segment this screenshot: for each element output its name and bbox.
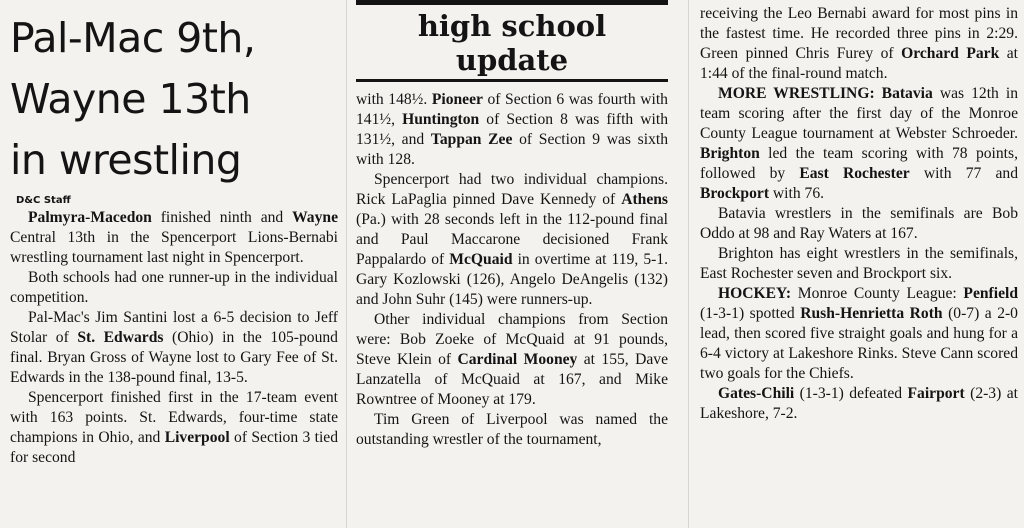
bold-text: Fairport bbox=[907, 385, 965, 402]
article-column-2 bbox=[356, 0, 668, 450]
text-run: was 12th in team scoring after the first day of the Monroe County League tournament at Webster Schroeder. bbox=[700, 85, 1018, 142]
text-run: at 155, Dave Lanzatella of McQuaid at 167, and Mike Rowntree of Mooney at 179. bbox=[356, 351, 668, 408]
paragraph bbox=[10, 268, 338, 308]
bold-text: Tappan Zee bbox=[430, 131, 513, 148]
text-run: with 77 and bbox=[909, 165, 1018, 182]
text-run: Brighton has eight wrestlers in the semifinals, East Rochester seven and Brockport six. bbox=[700, 245, 1018, 282]
column-rule bbox=[346, 0, 347, 528]
text-run: Tim Green of Liverpool was named the outstanding wrestler of the tournament, bbox=[356, 411, 668, 448]
text-run: receiving the Leo Bernabi award for most pins in the fastest time. He recorded three pins in 2:29. Green pinned Chris Furey of bbox=[700, 5, 1018, 62]
article-body bbox=[700, 4, 1018, 424]
column-rule bbox=[688, 0, 689, 528]
bold-text: HOCKEY: bbox=[718, 285, 792, 302]
text-run: Central 13th in the Spencerport Lions-Bernabi wrestling tournament last night in Spencerport. bbox=[10, 229, 338, 266]
text-run: at 1:44 of the final-round match. bbox=[700, 45, 1018, 82]
section-kicker bbox=[356, 0, 668, 82]
bold-text: Palmyra-Macedon bbox=[28, 209, 152, 226]
paragraph bbox=[700, 204, 1018, 244]
text-run: Spencerport finished first in the 17-team event with 163 points. St. Edwards, four-time state champions in Ohio, and bbox=[10, 389, 338, 446]
text-run: Pal-Mac's Jim Santini lost a 6-5 decision to Jeff Stolar of bbox=[10, 309, 338, 346]
bold-text: Liverpool bbox=[164, 429, 230, 446]
headline-line: Wayne 13th bbox=[10, 75, 251, 123]
text-run: Monroe County League: bbox=[791, 285, 964, 302]
text-run: Batavia wrestlers in the semifinals are Bob Oddo at 98 and Ray Waters at 167. bbox=[700, 205, 1018, 242]
bold-text: St. Edwards bbox=[77, 329, 164, 346]
bold-text: Orchard Park bbox=[901, 45, 1000, 62]
text-run: Both schools had one runner-up in the individual competition. bbox=[10, 269, 338, 306]
bold-text: Penfield bbox=[963, 285, 1018, 302]
paragraph bbox=[700, 284, 1018, 384]
text-run: with 76. bbox=[769, 185, 825, 202]
paragraph bbox=[10, 388, 338, 468]
text-run: Other individual champions from Section were: Bob Zoeke of McQuaid at 91 pounds, Steve Klein of bbox=[356, 311, 668, 368]
headline-line: Pal-Mac 9th, bbox=[10, 14, 256, 62]
text-run: (Ohio) in the 105-pound final. Bryan Gross of Wayne lost to Gary Fee of St. Edwards in the 138-pound final, 13-5. bbox=[10, 329, 338, 386]
paragraph bbox=[356, 170, 668, 310]
bold-text: Huntington bbox=[402, 111, 480, 128]
text-run: (0-7) a 2-0 lead, then scored five straight goals and hung for a 6-4 victory at Lakeshore Rinks. Steve Cann scored two goals for the Chiefs. bbox=[700, 305, 1018, 382]
paragraph bbox=[356, 410, 668, 450]
text-run: finished ninth and bbox=[151, 209, 293, 226]
text-run: of Section 6 was fourth with 141½, bbox=[356, 91, 668, 128]
kicker-title bbox=[356, 9, 668, 77]
bold-text: East Rochester bbox=[799, 165, 910, 182]
bold-text: Brighton bbox=[700, 145, 760, 162]
text-run: of Section 9 was sixth with 128. bbox=[356, 131, 668, 168]
text-run: led the team scoring with 78 points, followed by bbox=[700, 145, 1018, 182]
bold-text: McQuaid bbox=[449, 251, 513, 268]
bold-text: Pioneer bbox=[431, 91, 483, 108]
headline-line: in wrestling bbox=[10, 136, 242, 184]
text-run: Spencerport had two individual champions. Rick LaPaglia pinned Dave Kennedy of bbox=[356, 171, 668, 208]
bold-text: Rush-Henrietta Roth bbox=[800, 305, 943, 322]
text-run: of Section 8 was fifth with 131½, and bbox=[356, 111, 668, 148]
article-body bbox=[356, 90, 668, 450]
headline bbox=[10, 8, 338, 191]
kicker-line: high school bbox=[417, 9, 607, 43]
text-run: (1-3-1) spotted bbox=[700, 305, 801, 322]
byline: D&C Staff bbox=[16, 195, 71, 206]
article-column-1 bbox=[10, 0, 338, 468]
paragraph bbox=[700, 84, 1018, 204]
paragraph bbox=[10, 308, 338, 388]
bold-text: Brockport bbox=[700, 185, 770, 202]
paragraph bbox=[356, 310, 668, 410]
paragraph bbox=[356, 90, 668, 170]
bold-text: Wayne bbox=[292, 209, 338, 226]
text-run: of Section 3 tied for second bbox=[10, 429, 338, 466]
article-column-3 bbox=[700, 0, 1018, 424]
text-run: (2-3) at Lakeshore, 7-2. bbox=[700, 385, 1018, 422]
paragraph bbox=[10, 208, 338, 268]
text-run: in overtime at 119, 5-1. Gary Kozlowski (126), Angelo DeAngelis (132) and John Suhr (145) were runners-up. bbox=[356, 251, 669, 308]
bold-text: MORE WRESTLING: Batavia bbox=[718, 85, 933, 102]
bold-text: Gates-Chili bbox=[718, 385, 795, 402]
kicker-line: update bbox=[455, 43, 569, 77]
bold-text: Athens bbox=[621, 191, 668, 208]
text-run: (Pa.) with 28 seconds left in the 112-pound final and Paul Maccarone decisioned Frank Pappalardo of bbox=[356, 211, 668, 268]
paragraph bbox=[700, 244, 1018, 284]
paragraph bbox=[700, 384, 1018, 424]
article-body bbox=[10, 208, 338, 468]
paragraph bbox=[700, 4, 1018, 84]
bold-text: Cardinal Mooney bbox=[457, 351, 578, 368]
text-run: (1-3-1) defeated bbox=[794, 385, 908, 402]
text-run: with 148½. bbox=[356, 91, 432, 108]
